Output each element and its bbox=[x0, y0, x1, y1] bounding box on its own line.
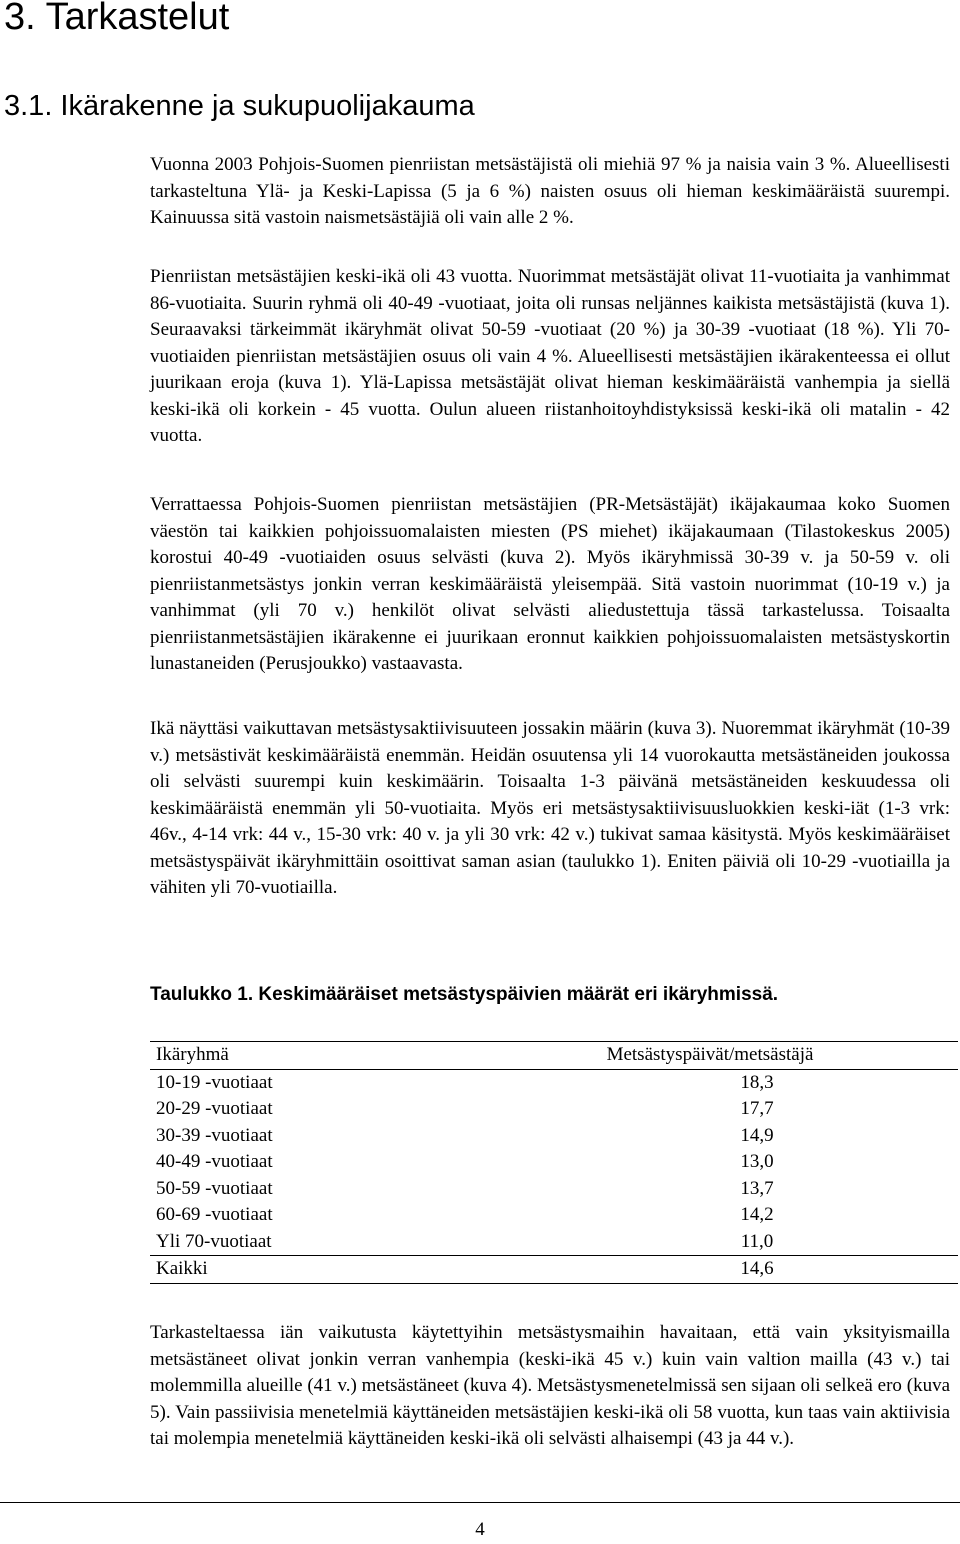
age-group-cell: 10-19 -vuotiaat bbox=[156, 1071, 273, 1093]
table-row bbox=[150, 1149, 958, 1176]
footer-divider bbox=[0, 1502, 960, 1503]
hunting-days-cell: 11,0 bbox=[740, 1230, 774, 1252]
column-header-hunting-days: Metsästyspäivät/metsästäjä bbox=[456, 1042, 958, 1070]
table-total-row bbox=[150, 1256, 958, 1284]
table-row bbox=[150, 1202, 958, 1229]
column-header-age-group: Ikäryhmä bbox=[150, 1042, 456, 1070]
paragraph-4: Ikä näyttäsi vaikuttavan metsästysaktiivisuuteen jossakin määrin (kuva 3). Nuoremmat ikäryhmät (10-39 v.) metsästivät keskimääräistä enemmän. Heidän osuutensa yli 14 vuorokautta metsästäneiden joukossa oli selvästi suurempi kuin keskimäärin. Toisaalta 1-3 päivänä metsästäneiden keskuudessa oli keskimääräistä enemmän yli 50-vuotiaita. Myös eri metsästysaktiivisuusluokkien keski-iät (1-3 vrk: 46v., 4-14 vrk: 44 v., 15-30 vrk: 40 v. ja yli 30 vrk: 42 v.) tukivat samaa käsitystä. Myös keskimääräiset metsästyspäivät ikäryhmittäin osoittivat saman asian (taulukko 1). Eniten päiviä oli 10-29 -vuotiailla ja vähiten yli 70-vuotiailla. bbox=[150, 718, 950, 898]
hunting-days-cell: 17,7 bbox=[740, 1098, 774, 1120]
table-row bbox=[150, 1069, 958, 1096]
table-row bbox=[150, 1123, 958, 1150]
page-title: 3. Tarkastelut bbox=[4, 0, 230, 38]
hunting-days-table bbox=[150, 1041, 958, 1284]
age-group-cell: 60-69 -vuotiaat bbox=[156, 1204, 273, 1226]
table-header-row bbox=[150, 1042, 958, 1070]
hunting-days-cell: 18,3 bbox=[740, 1071, 774, 1093]
paragraph-2: Pienriistan metsästäjien keski-ikä oli 43 vuotta. Nuorimmat metsästäjät olivat 11-vuotiaita ja vanhimmat 86-vuotiaita. Suurin ryhmä oli 40-49 -vuotiaat, joita oli runsas neljännes kaikista metsästäjistä (kuva 1). Seuraavaksi tärkeimmät ikäryhmät olivat 50-59 -vuotiaat (20 %) ja 30-39 -vuotiaat (18 %). Yli 70-vuotiaiden pienriistan metsästäjien osuus oli vain 4 %. Alueellisesti metsästäjien ikärakenteessa ei ollut juurikaan eroja (kuva 1). Ylä-Lapissa metsästäjät olivat hieman keskimääräistä vanhempia ja siellä keski-ikä oli korkein - 45 vuotta. Oulun alueen riistanhoitoyhdistyksissä keski-ikä oli matalin - 42 vuotta. bbox=[150, 266, 950, 446]
page-number: 4 bbox=[475, 1519, 485, 1540]
hunting-days-cell: 14,2 bbox=[740, 1204, 774, 1226]
hunting-days-cell: 14,9 bbox=[740, 1124, 774, 1146]
age-group-cell: Yli 70-vuotiaat bbox=[156, 1230, 272, 1252]
age-group-cell: 20-29 -vuotiaat bbox=[156, 1098, 273, 1120]
paragraph-5: Tarkasteltaessa iän vaikutusta käytettyihin metsästysmaihin havaitaan, että vain yksityismailla metsästäneet olivat jonkin verran vanhempia (keski-ikä 45 v.) kuin vain valtion mailla (43 v.) tai molemmilla alueille (41 v.) metsästäneet (kuva 4). Metsästysmenetelmissä sen sijaan oli selkeä ero (kuva 5). Vain passiivisia menetelmiä käyttäneiden metsästäjien keski-ikä oli 58 vuotta, kun taas vain aktiivisia tai molempia menetelmiä käyttäneiden keski-ikä oli selvästi alhaisempi (43 ja 44 v.). bbox=[150, 1322, 950, 1449]
hunting-days-cell: 14,6 bbox=[456, 1256, 958, 1284]
age-group-cell: 30-39 -vuotiaat bbox=[156, 1124, 273, 1146]
table-row bbox=[150, 1176, 958, 1203]
section-heading: 3.1. Ikärakenne ja sukupuolijakauma bbox=[4, 90, 475, 122]
age-group-cell: Kaikki bbox=[150, 1256, 456, 1284]
table-caption: Taulukko 1. Keskimääräiset metsästyspäivien määrät eri ikäryhmissä. bbox=[150, 984, 779, 1005]
table-row bbox=[150, 1229, 958, 1256]
age-group-cell: 40-49 -vuotiaat bbox=[156, 1151, 273, 1173]
paragraph-1: Vuonna 2003 Pohjois-Suomen pienriistan metsästäjistä oli miehiä 97 % ja naisia vain 3 %. Alueellisesti tarkasteltuna Ylä- ja Keski-Lapissa (5 ja 6 %) naisten osuus oli hieman keskimääräistä suurempi. Kainuussa sitä vastoin naismetsästäjiä oli vain alle 2 %. bbox=[150, 154, 950, 228]
table-row bbox=[150, 1096, 958, 1123]
paragraph-3: Verrattaessa Pohjois-Suomen pienriistan metsästäjien (PR-Metsästäjät) ikäjakaumaa koko Suomen väestön tai kaikkien pohjoissuomalaisten miesten (PS miehet) ikäjakaumaan (Tilastokeskus 2005) korostui 40-49 -vuotiaiden osuus selvästi (kuva 2). Myös ikäryhmissä 30-39 v. ja 50-59 v. oli pienriistanmetsästys jonkin verran keskimääräistä yleisempää. Sitä vastoin nuorimmat (10-19 v.) ja vanhimmat (yli 70 v.) henkilöt olivat selvästi aliedustettuja tässä tarkastelussa. Toisaalta pienriistanmetsästäjien ikärakenne ei juurikaan eronnut kaikkien pohjoissuomalaisten metsästyskortin lunastaneiden (Perusjoukko) vastaavasta. bbox=[150, 494, 950, 674]
age-group-cell: 50-59 -vuotiaat bbox=[156, 1177, 273, 1199]
hunting-days-cell: 13,0 bbox=[740, 1151, 774, 1173]
hunting-days-cell: 13,7 bbox=[740, 1177, 774, 1199]
